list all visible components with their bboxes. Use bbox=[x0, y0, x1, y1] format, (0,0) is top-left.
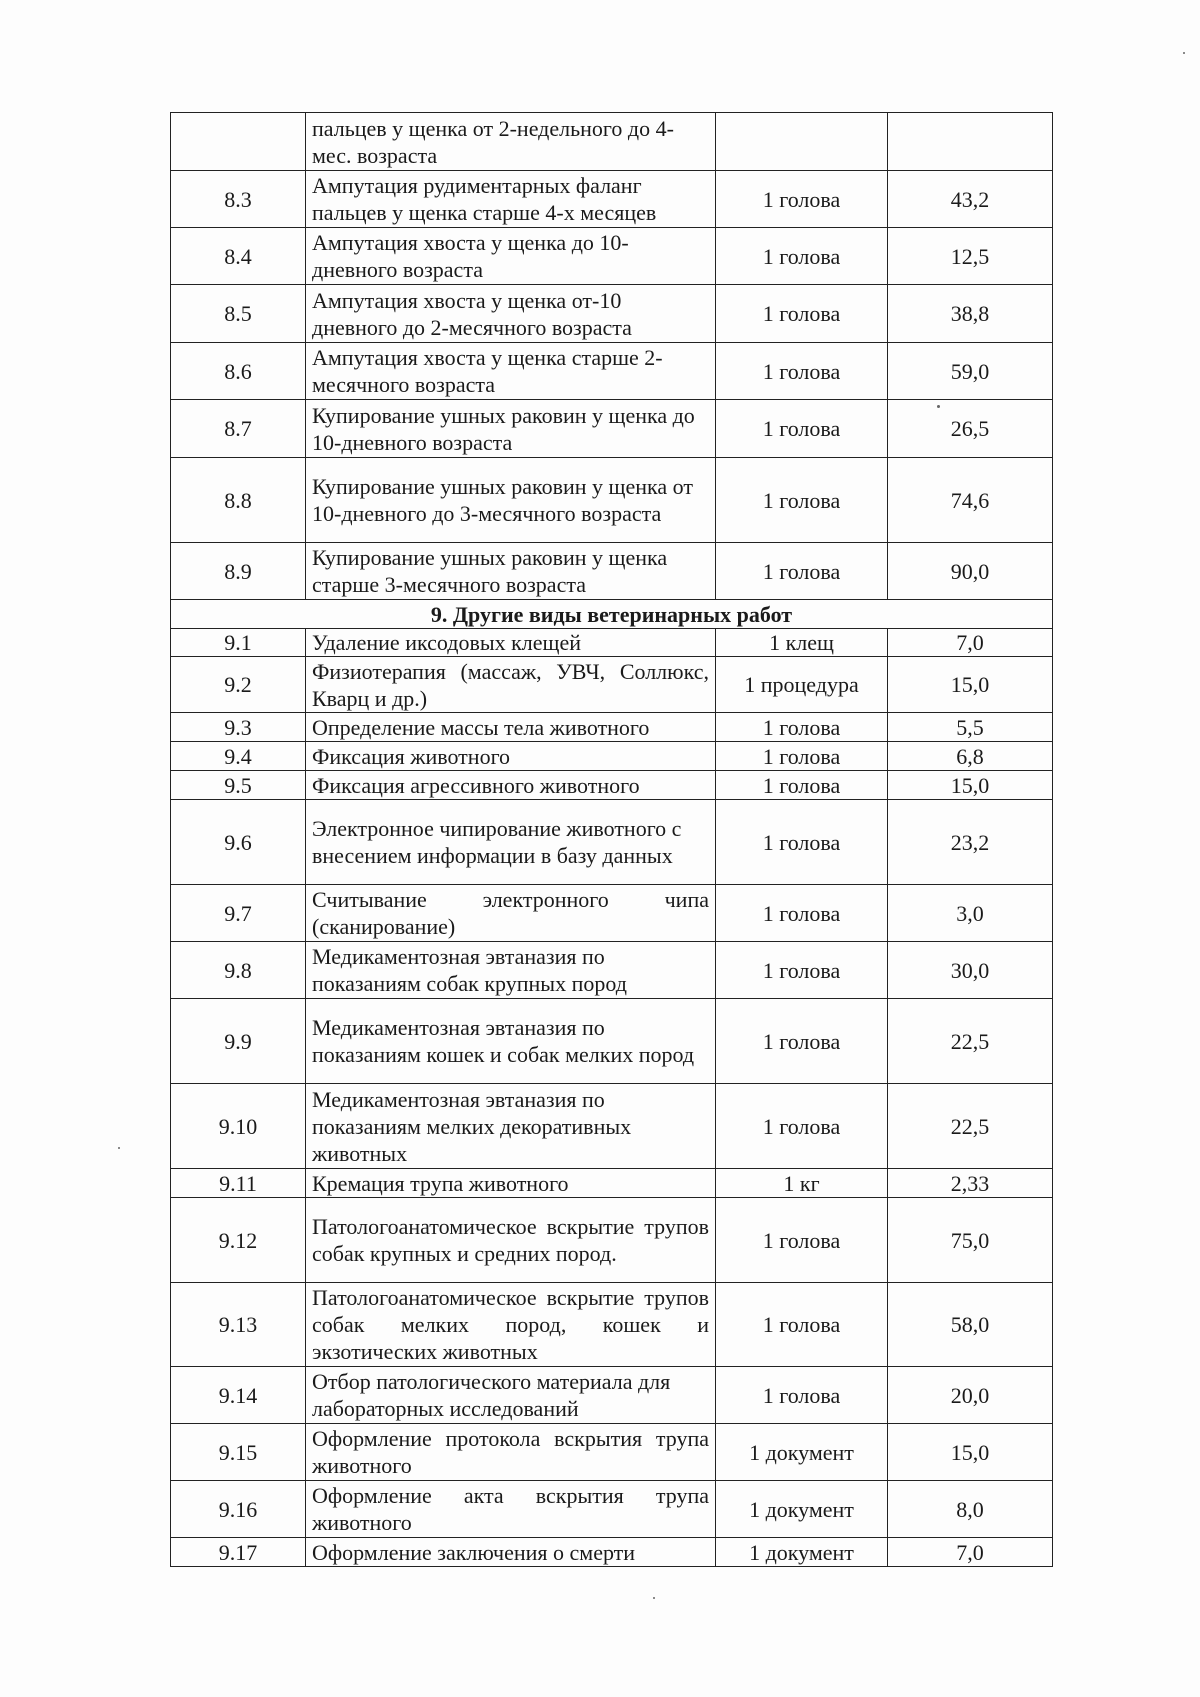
price-cell: 15,0 bbox=[888, 1424, 1053, 1481]
item-number-cell: 9.14 bbox=[171, 1367, 306, 1424]
price-table bbox=[170, 112, 1053, 1567]
service-name-cell: Фиксация агрессивного животного bbox=[306, 771, 716, 800]
unit-cell: 1 голова bbox=[716, 1367, 888, 1424]
item-number-cell: 9.8 bbox=[171, 942, 306, 999]
price-cell: 6,8 bbox=[888, 742, 1053, 771]
item-number-cell: 8.3 bbox=[171, 171, 306, 228]
table-row bbox=[171, 400, 1053, 458]
item-number-cell: 8.6 bbox=[171, 343, 306, 400]
table-row bbox=[171, 285, 1053, 343]
service-name-cell: Патологоанатомическое вскрытие трупов собак крупных и средних пород. bbox=[306, 1198, 716, 1283]
unit-cell: 1 процедура bbox=[716, 657, 888, 713]
unit-cell: 1 документ bbox=[716, 1424, 888, 1481]
unit-cell: 1 голова bbox=[716, 458, 888, 543]
table-row bbox=[171, 343, 1053, 400]
unit-cell: 1 голова bbox=[716, 942, 888, 999]
price-table-body bbox=[171, 113, 1053, 1567]
unit-cell: 1 голова bbox=[716, 771, 888, 800]
scan-speck bbox=[1183, 52, 1185, 54]
item-number-cell: 9.6 bbox=[171, 800, 306, 885]
service-name-cell: Ампутация хвоста у щенка до 10-дневного возраста bbox=[306, 228, 716, 285]
service-name-cell: Медикаментозная эвтаназия по показаниям кошек и собак мелких пород bbox=[306, 999, 716, 1084]
table-row bbox=[171, 1481, 1053, 1538]
table-row bbox=[171, 713, 1053, 742]
unit-cell: 1 голова bbox=[716, 800, 888, 885]
table-row bbox=[171, 629, 1053, 657]
section-title: 9. Другие виды ветеринарных работ bbox=[171, 600, 1053, 629]
scan-speck bbox=[937, 405, 940, 408]
price-cell: 58,0 bbox=[888, 1283, 1053, 1367]
price-cell: 30,0 bbox=[888, 942, 1053, 999]
item-number-cell: 9.13 bbox=[171, 1283, 306, 1367]
table-row bbox=[171, 1198, 1053, 1283]
service-name-cell: Определение массы тела животного bbox=[306, 713, 716, 742]
price-cell: 7,0 bbox=[888, 1538, 1053, 1567]
scan-speck bbox=[653, 1597, 655, 1599]
unit-cell: 1 голова bbox=[716, 885, 888, 942]
service-name-cell: Ампутация рудиментарных фаланг пальцев у щенка старше 4-х месяцев bbox=[306, 171, 716, 228]
price-cell: 38,8 bbox=[888, 285, 1053, 343]
table-row bbox=[171, 1367, 1053, 1424]
service-name-cell: Медикаментозная эвтаназия по показаниям мелких декоративных животных bbox=[306, 1084, 716, 1169]
unit-cell: 1 документ bbox=[716, 1538, 888, 1567]
table-row bbox=[171, 458, 1053, 543]
unit-cell: 1 голова bbox=[716, 285, 888, 343]
table-row bbox=[171, 1169, 1053, 1198]
price-cell: 15,0 bbox=[888, 657, 1053, 713]
table-row bbox=[171, 1424, 1053, 1481]
price-cell: 59,0 bbox=[888, 343, 1053, 400]
unit-cell: 1 голова bbox=[716, 343, 888, 400]
item-number-cell: 9.12 bbox=[171, 1198, 306, 1283]
unit-cell: 1 голова bbox=[716, 228, 888, 285]
unit-cell: 1 голова bbox=[716, 400, 888, 458]
item-number-cell: 9.9 bbox=[171, 999, 306, 1084]
service-name-cell: Оформление заключения о смерти bbox=[306, 1538, 716, 1567]
price-cell: 8,0 bbox=[888, 1481, 1053, 1538]
service-name-cell: Фиксация животного bbox=[306, 742, 716, 771]
item-number-cell: 9.5 bbox=[171, 771, 306, 800]
item-number-cell: 9.11 bbox=[171, 1169, 306, 1198]
scan-speck bbox=[118, 1147, 120, 1149]
item-number-cell: 9.2 bbox=[171, 657, 306, 713]
price-cell: 20,0 bbox=[888, 1367, 1053, 1424]
service-name-cell: Электронное чипирование животного с внесением информации в базу данных bbox=[306, 800, 716, 885]
item-number-cell: 9.4 bbox=[171, 742, 306, 771]
price-cell: 12,5 bbox=[888, 228, 1053, 285]
table-row bbox=[171, 113, 1053, 171]
item-number-cell: 8.4 bbox=[171, 228, 306, 285]
service-name-cell: Кремация трупа животного bbox=[306, 1169, 716, 1198]
table-row bbox=[171, 771, 1053, 800]
price-cell: 22,5 bbox=[888, 999, 1053, 1084]
item-number-cell: 8.9 bbox=[171, 543, 306, 600]
unit-cell: 1 голова bbox=[716, 742, 888, 771]
table-row bbox=[171, 228, 1053, 285]
item-number-cell: 9.10 bbox=[171, 1084, 306, 1169]
service-name-cell: Патологоанатомическое вскрытие трупов собак мелких пород, кошек и экзотических животных bbox=[306, 1283, 716, 1367]
unit-cell: 1 голова bbox=[716, 1283, 888, 1367]
service-name-cell: Считывание электронного чипа (сканирование) bbox=[306, 885, 716, 942]
item-number-cell: 8.5 bbox=[171, 285, 306, 343]
unit-cell bbox=[716, 113, 888, 171]
unit-cell: 1 голова bbox=[716, 999, 888, 1084]
price-cell: 23,2 bbox=[888, 800, 1053, 885]
item-number-cell: 9.1 bbox=[171, 629, 306, 657]
table-row bbox=[171, 942, 1053, 999]
service-name-cell: Отбор патологического материала для лабораторных исследований bbox=[306, 1367, 716, 1424]
price-cell: 75,0 bbox=[888, 1198, 1053, 1283]
unit-cell: 1 голова bbox=[716, 1084, 888, 1169]
table-row bbox=[171, 742, 1053, 771]
table-row bbox=[171, 1084, 1053, 1169]
unit-cell: 1 документ bbox=[716, 1481, 888, 1538]
table-row bbox=[171, 1538, 1053, 1567]
unit-cell: 1 голова bbox=[716, 543, 888, 600]
table-row bbox=[171, 800, 1053, 885]
item-number-cell: 8.8 bbox=[171, 458, 306, 543]
service-name-cell: Физиотерапия (массаж, УВЧ, Соллюкс, Кварц и др.) bbox=[306, 657, 716, 713]
item-number-cell: 9.7 bbox=[171, 885, 306, 942]
unit-cell: 1 кг bbox=[716, 1169, 888, 1198]
service-name-cell: пальцев у щенка от 2-недельного до 4-мес. возраста bbox=[306, 113, 716, 171]
service-name-cell: Купирование ушных раковин у щенка от 10-дневного до 3-месячного возраста bbox=[306, 458, 716, 543]
item-number-cell bbox=[171, 113, 306, 171]
unit-cell: 1 голова bbox=[716, 713, 888, 742]
service-name-cell: Ампутация хвоста у щенка старше 2-месячного возраста bbox=[306, 343, 716, 400]
price-cell: 26,5 bbox=[888, 400, 1053, 458]
item-number-cell: 9.15 bbox=[171, 1424, 306, 1481]
unit-cell: 1 клещ bbox=[716, 629, 888, 657]
service-name-cell: Удаление иксодовых клещей bbox=[306, 629, 716, 657]
price-cell: 15,0 bbox=[888, 771, 1053, 800]
price-cell: 3,0 bbox=[888, 885, 1053, 942]
table-row bbox=[171, 885, 1053, 942]
unit-cell: 1 голова bbox=[716, 171, 888, 228]
price-cell: 5,5 bbox=[888, 713, 1053, 742]
service-name-cell: Оформление акта вскрытия трупа животного bbox=[306, 1481, 716, 1538]
service-name-cell: Медикаментозная эвтаназия по показаниям собак крупных пород bbox=[306, 942, 716, 999]
price-cell: 7,0 bbox=[888, 629, 1053, 657]
price-cell: 2,33 bbox=[888, 1169, 1053, 1198]
service-name-cell: Купирование ушных раковин у щенка до 10-дневного возраста bbox=[306, 400, 716, 458]
price-cell: 22,5 bbox=[888, 1084, 1053, 1169]
unit-cell: 1 голова bbox=[716, 1198, 888, 1283]
service-name-cell: Ампутация хвоста у щенка от-10 дневного до 2-месячного возраста bbox=[306, 285, 716, 343]
item-number-cell: 9.17 bbox=[171, 1538, 306, 1567]
item-number-cell: 8.7 bbox=[171, 400, 306, 458]
price-cell bbox=[888, 113, 1053, 171]
price-cell: 74,6 bbox=[888, 458, 1053, 543]
table-row bbox=[171, 543, 1053, 600]
item-number-cell: 9.3 bbox=[171, 713, 306, 742]
service-name-cell: Купирование ушных раковин у щенка старше 3-месячного возраста bbox=[306, 543, 716, 600]
table-row bbox=[171, 999, 1053, 1084]
table-row bbox=[171, 1283, 1053, 1367]
section-header-row bbox=[171, 600, 1053, 629]
table-row bbox=[171, 657, 1053, 713]
item-number-cell: 9.16 bbox=[171, 1481, 306, 1538]
price-cell: 90,0 bbox=[888, 543, 1053, 600]
price-cell: 43,2 bbox=[888, 171, 1053, 228]
service-name-cell: Оформление протокола вскрытия трупа животного bbox=[306, 1424, 716, 1481]
table-row bbox=[171, 171, 1053, 228]
